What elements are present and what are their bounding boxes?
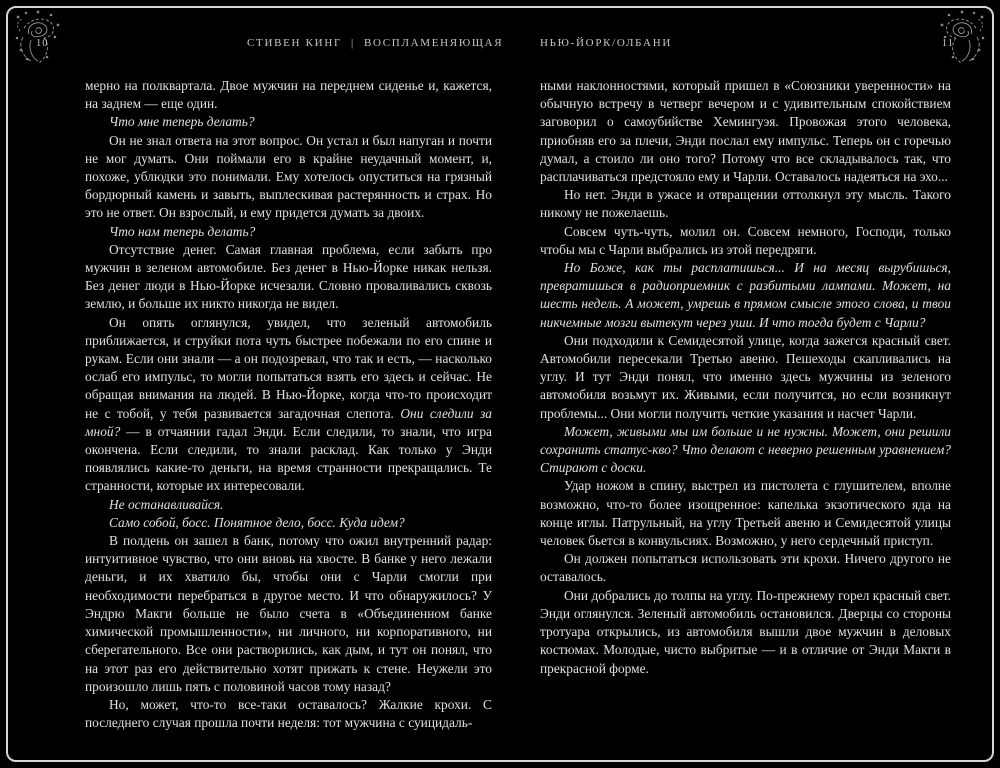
paragraph: Совсем чуть-чуть, молил он. Совсем немного, Господи, только чтобы мы с Чарли выбрались из этой передряги. — [540, 223, 951, 257]
paragraph: В полдень он зашел в банк, потому что ожил внутренний радар: интуитивное чувство, что они вновь на хвосте. В банке у него лежали деньги, и их хватило бы, чтобы они с Чарли смогли при необходимости перебраться в другое место. И что обнаружилось? У Эндрю Макги больше не было счета в «Объединенном банке химической промышленности», ни личного, ни корпоративного, ни сберегательного. Все они растворились, как дым, и тут он понял, что на этот раз его действительно хотят прижать к стене. Неужели это произошло лишь пять с половиной часов тому назад? — [85, 533, 492, 694]
paragraph: Что мне теперь делать? — [109, 114, 255, 130]
paragraph: Удар ножом в спину, выстрел из пистолета с глушителем, вполне возможно, что-то более изощренное: капелька экзотического яда на конце иглы. Патрульный, на углу Третьей авеню и Семидесятой улицы человек бьется в конвульсиях. Возможно, у него сердечный приступ. — [540, 478, 951, 549]
paragraph: Само собой, босс. Понятное дело, босс. Куда идем? — [109, 514, 405, 530]
page-number-left: 10 — [36, 38, 49, 49]
right-page — [540, 0, 951, 768]
paragraph: Но Боже, как ты расплатишься... И на месяц вырубишься, превратишься в радиоприемник с разбитыми лампами. Может, на шесть недель. А может, умрешь в прямом смысле этого слова, и твои никчемные мозги вытекут через уши. И что тогда будет с Чарли? — [540, 260, 951, 330]
paragraph: Что нам теперь делать? — [109, 223, 256, 239]
paragraph: Отсутствие денег. Самая главная проблема, если забыть про мужчин в зеленом автомобиле. Без денег в Нью-Йорке никак нельзя. Без денег люди в Нью-Йорке исчезали. Словно проваливались сквозь землю, и больше их никто никогда не видел. — [85, 241, 492, 312]
page-number-right: 11 — [941, 38, 954, 49]
paragraph: мерно на полквартала. Двое мужчин на переднем сиденье и, кажется, на заднем — еще один. — [85, 78, 492, 112]
paragraph: Но, может, что-то все-таки оставалось? Жалкие крохи. С последнего случая прошла почти неделя: тот мужчина с суицидаль- — [85, 696, 492, 731]
header-separator: | — [351, 37, 355, 49]
paragraph: Не останавливайся. — [109, 496, 224, 512]
right-page-text — [540, 77, 951, 678]
author-name: СТИВЕН КИНГ — [247, 37, 343, 49]
paragraph: Они добрались до толпы на углу. По-прежнему горел красный свет. Энди оглянулся. Зеленый автомобиль остановился. Дверцы со стороны тротуара открылись, из автомобиля вышли двое мужчин в деловых костюмах. Молодые, чисто выбритые — и в отличие от Энди Макги в прекрасной форме. — [540, 587, 951, 676]
paragraph: Он должен попытаться использовать эти крохи. Ничего другого не оставалось. — [540, 551, 951, 585]
book-title: ВОСПЛАМЕНЯЮЩАЯ — [363, 37, 504, 49]
chapter-title: НЬЮ-ЙОРК/ОЛБАНИ — [540, 37, 672, 49]
paragraph: ными наклонностями, который пришел в «Союзники уверенности» на обычную встречу в четверг вечером и с удивительным спокойствием заговорил о самоубийстве Хемингуэя. Провожая этого человека, приобняв его за плечи, Энди послал ему импульс. Теперь он с горечью думал, а стоило ли оно того? Потому что все складывалось так, что расплачиваться предстояло ему и Чарли. Оставалось надеяться на эхо... — [540, 78, 951, 185]
left-page-text — [85, 77, 492, 732]
paragraph: Он не знал ответа на этот вопрос. Он устал и был напуган и почти не мог думать. Они поймали его в крайне неудачный момент, и, похоже, ублюдки это понимали. Ему хотелось опуститься на грязный бордюрный камень и завыть, выплескивая растерянность и страх. Но это не ответ. Он взрослый, и ему придется думать за двоих. — [85, 132, 492, 221]
paragraph: Он опять оглянулся, увидел, что зеленый автомобиль приближается, и струйки пота чуть быстрее побежали по его спине и рукам. Если они знали — а он подозревал, что так и есть, — насколько ослаб его импульс, то могли попытаться взять его здесь и сейчас. Не обращая внимания на людей. В Нью-Йорке, когда что-то происходит не с тобой, у тебя развивается загадочная слепота. Они следили за мной? — в отчаянии гадал Энди. Если следили, то знали, что игра окончена. Если следили, то знали расклад. Как только у Энди появлялись какие-то деньги, на время странности прекращались. Те странности, которые их интересовали. — [85, 314, 492, 494]
paragraph: Но нет. Энди в ужасе и отвращении оттолкнул эту мысль. Такого никому не пожелаешь. — [540, 187, 951, 221]
left-page — [85, 0, 492, 768]
paragraph: Они подходили к Семидесятой улице, когда зажегся красный свет. Автомобили пересекали Третью авеню. Пешеходы скапливались на углу. И тут Энди понял, что именно здесь мужчины из зеленого автомобиля возьмут их. Живыми, если получится, но если возникнут проблемы... Они могли получить четкие указания и насчет Чарли. — [540, 332, 951, 421]
paragraph: Может, живыми мы им больше и не нужны. Может, они решили сохранить статус-кво? Что делают с неверно решенным уравнением? Стирают с доски. — [540, 423, 951, 476]
